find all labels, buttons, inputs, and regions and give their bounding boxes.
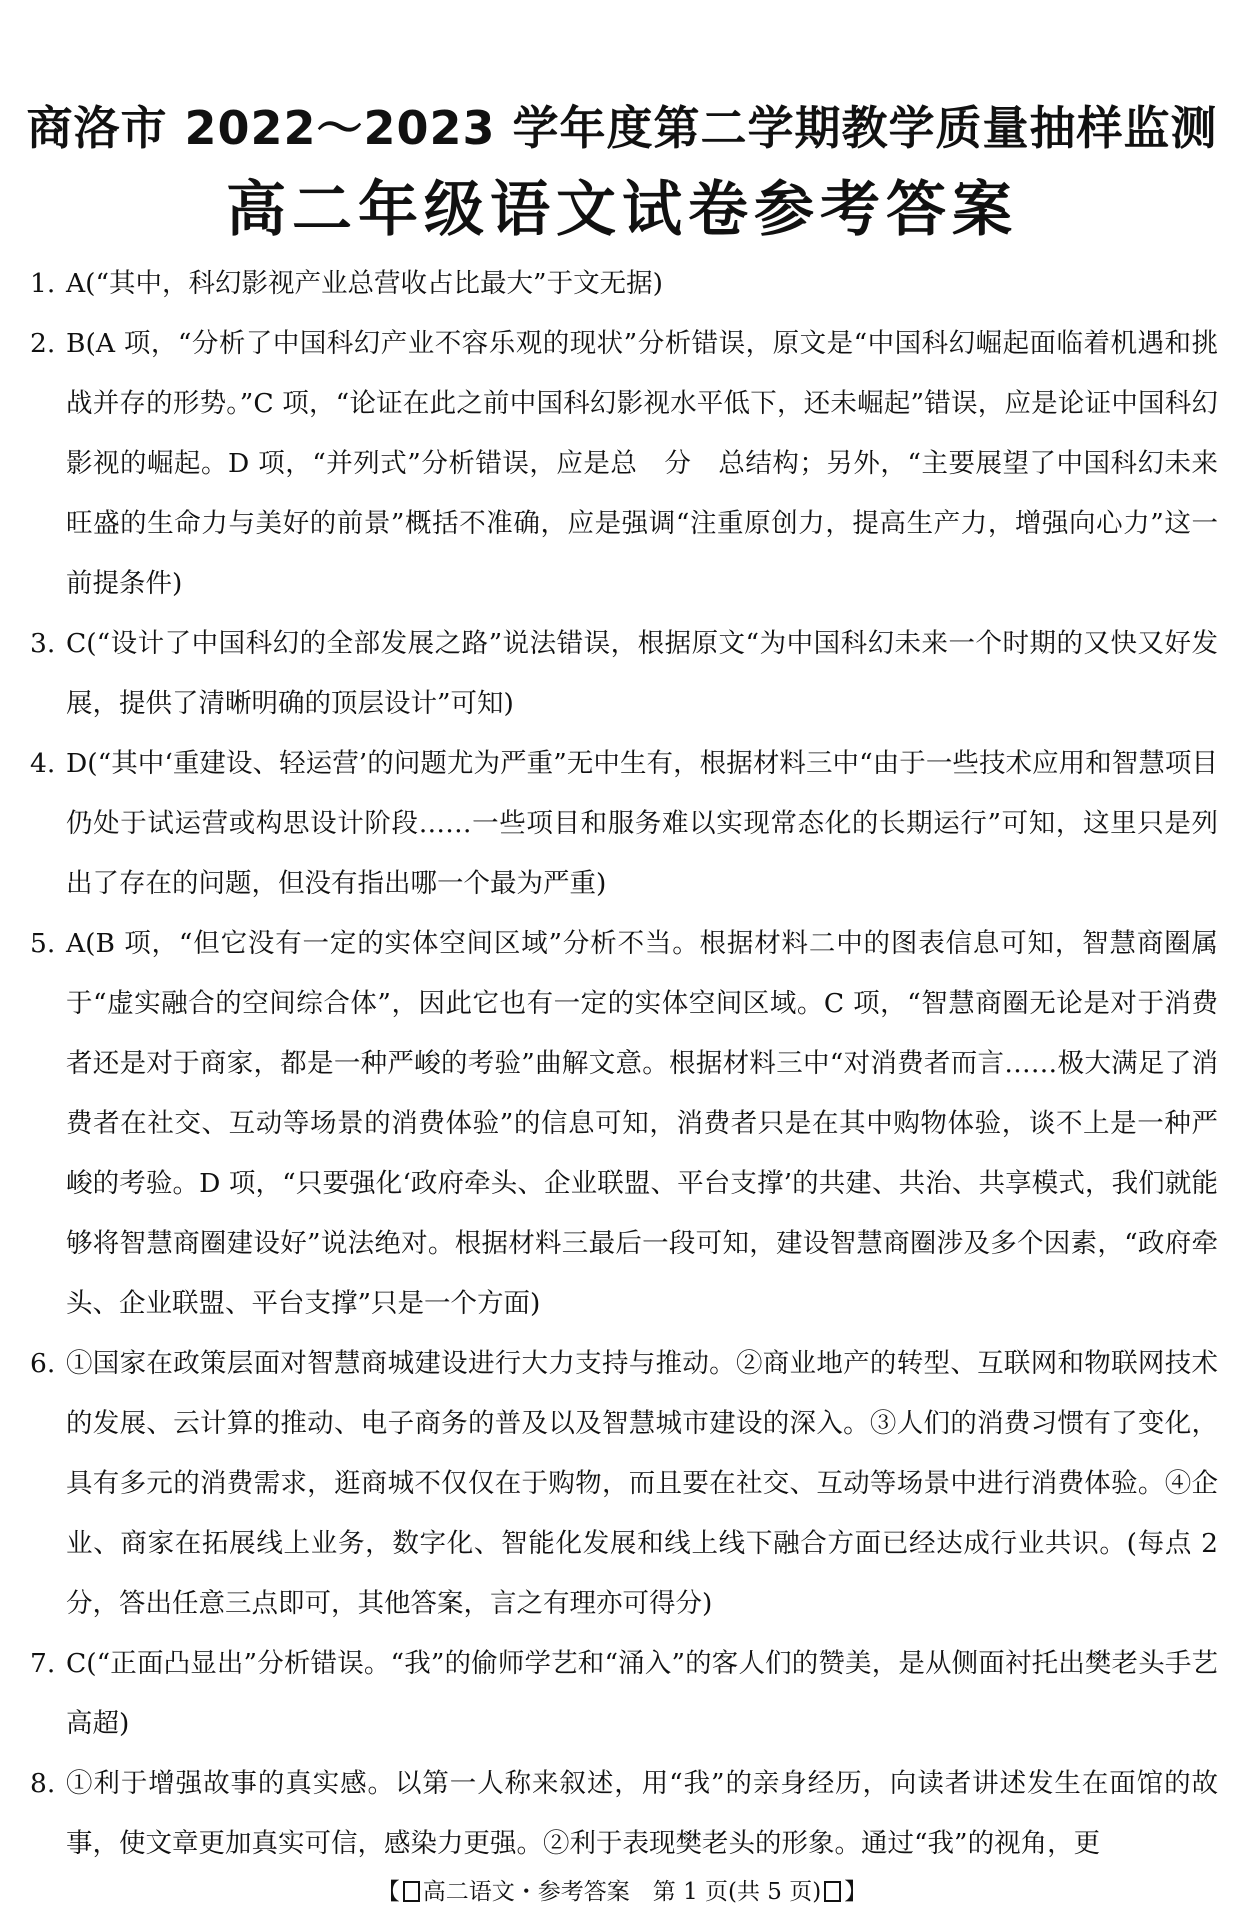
answer-number: 1.: [30, 268, 56, 299]
answer-item-3: [30, 614, 1218, 734]
answer-text: C(“正面凸显出”分析错误。“我”的偷师学艺和“涌入”的客人们的赞美，是从侧面衬托出樊老头手艺高超): [66, 1648, 1218, 1739]
answer-number: 3.: [30, 628, 56, 659]
answer-item-2: [30, 314, 1218, 614]
square-box-icon: [824, 1881, 841, 1902]
answer-item-8: [30, 1754, 1218, 1874]
answer-item-7: [30, 1634, 1218, 1754]
answer-item-4: [30, 734, 1218, 914]
answer-number: 6.: [30, 1348, 56, 1379]
answer-text: A(B 项，“但它没有一定的实体空间区域”分析不当。根据材料二中的图表信息可知，智慧商圈属于“虚实融合的空间综合体”，因此它也有一定的实体空间区域。C 项，“智慧商圈无论是对于消费者还是对于商家，都是一种严峻的考验”曲解文意。根据材料三中“对消费者而言……极大满足了消费者在社交、互动等场景的消费体验”的信息可知，消费者只是在其中购物体验，谈不上是一种严峻的考验。D 项，“只要强化‘政府牵头、企业联盟、平台支撑’的共建、共治、共享模式，我们就能够将智慧商圈建设好”说法绝对。根据材料三最后一段可知，建设智慧商圈涉及多个因素，“政府牵头、企业联盟、平台支撑”只是一个方面): [66, 928, 1218, 1319]
answer-item-5: [30, 914, 1218, 1334]
answer-list: [30, 254, 1218, 1874]
answer-number: 4.: [30, 748, 56, 779]
page-title-line1: 商洛市 2022～2023 学年度第二学期教学质量抽样监测: [26, 101, 1218, 155]
answer-text: ①国家在政策层面对智慧商城建设进行大力支持与推动。②商业地产的转型、互联网和物联网技术的发展、云计算的推动、电子商务的普及以及智慧城市建设的深入。③人们的消费习惯有了变化，具有多元的消费需求，逛商城不仅仅在于购物，而且要在社交、互动等场景中进行消费体验。④企业、商家在拓展线上业务，数字化、智能化发展和线上线下融合方面已经达成行业共识。(每点 2 分，答出任意三点即可，其他答案，言之有理亦可得分): [66, 1348, 1218, 1619]
answer-number: 2.: [30, 328, 56, 359]
answer-item-6: [30, 1334, 1218, 1634]
answer-item-1: [30, 254, 1218, 314]
page-footer: [0, 1873, 1244, 1906]
answer-number: 5.: [30, 928, 56, 959]
answer-text: D(“其中‘重建设、轻运营’的问题尤为严重”无中生有，根据材料三中“由于一些技术应用和智慧项目仍处于试运营或构思设计阶段……一些项目和服务难以实现常态化的长期运行”可知，这里只是列出了存在的问题，但没有指出哪一个最为严重): [66, 748, 1218, 899]
answer-text: C(“设计了中国科幻的全部发展之路”说法错误，根据原文“为中国科幻未来一个时期的又快又好发展，提供了清晰明确的顶层设计”可知): [66, 628, 1218, 719]
square-box-icon: [403, 1881, 420, 1902]
answer-text: ①利于增强故事的真实感。以第一人称来叙述，用“我”的亲身经历，向读者讲述发生在面馆的故事，使文章更加真实可信，感染力更强。②利于表现樊老头的形象。通过“我”的视角，更: [66, 1768, 1218, 1859]
footer-bracket-open: 【: [376, 1879, 400, 1905]
answer-number: 8.: [30, 1768, 56, 1799]
answer-number: 7.: [30, 1648, 56, 1679]
footer-text: 高二语文・参考答案 第 1 页(共 5 页): [422, 1879, 822, 1905]
answer-text: B(A 项，“分析了中国科幻产业不容乐观的现状”分析错误，原文是“中国科幻崛起面临着机遇和挑战并存的形势。”C 项，“论证在此之前中国科幻影视水平低下，还未崛起”错误，应是论证中国科幻影视的崛起。D 项，“并列式”分析错误，应是总 分 总结构；另外，“主要展望了中国科幻未来旺盛的生命力与美好的前景”概括不准确，应是强调“注重原创力，提高生产力，增强向心力”这一前提条件): [66, 328, 1218, 599]
page-title-line2: 高二年级语文试卷参考答案: [226, 175, 1018, 245]
footer-bracket-close: 】: [844, 1879, 868, 1905]
answer-text: A(“其中，科幻影视产业总营收占比最大”于文无据): [66, 268, 663, 299]
